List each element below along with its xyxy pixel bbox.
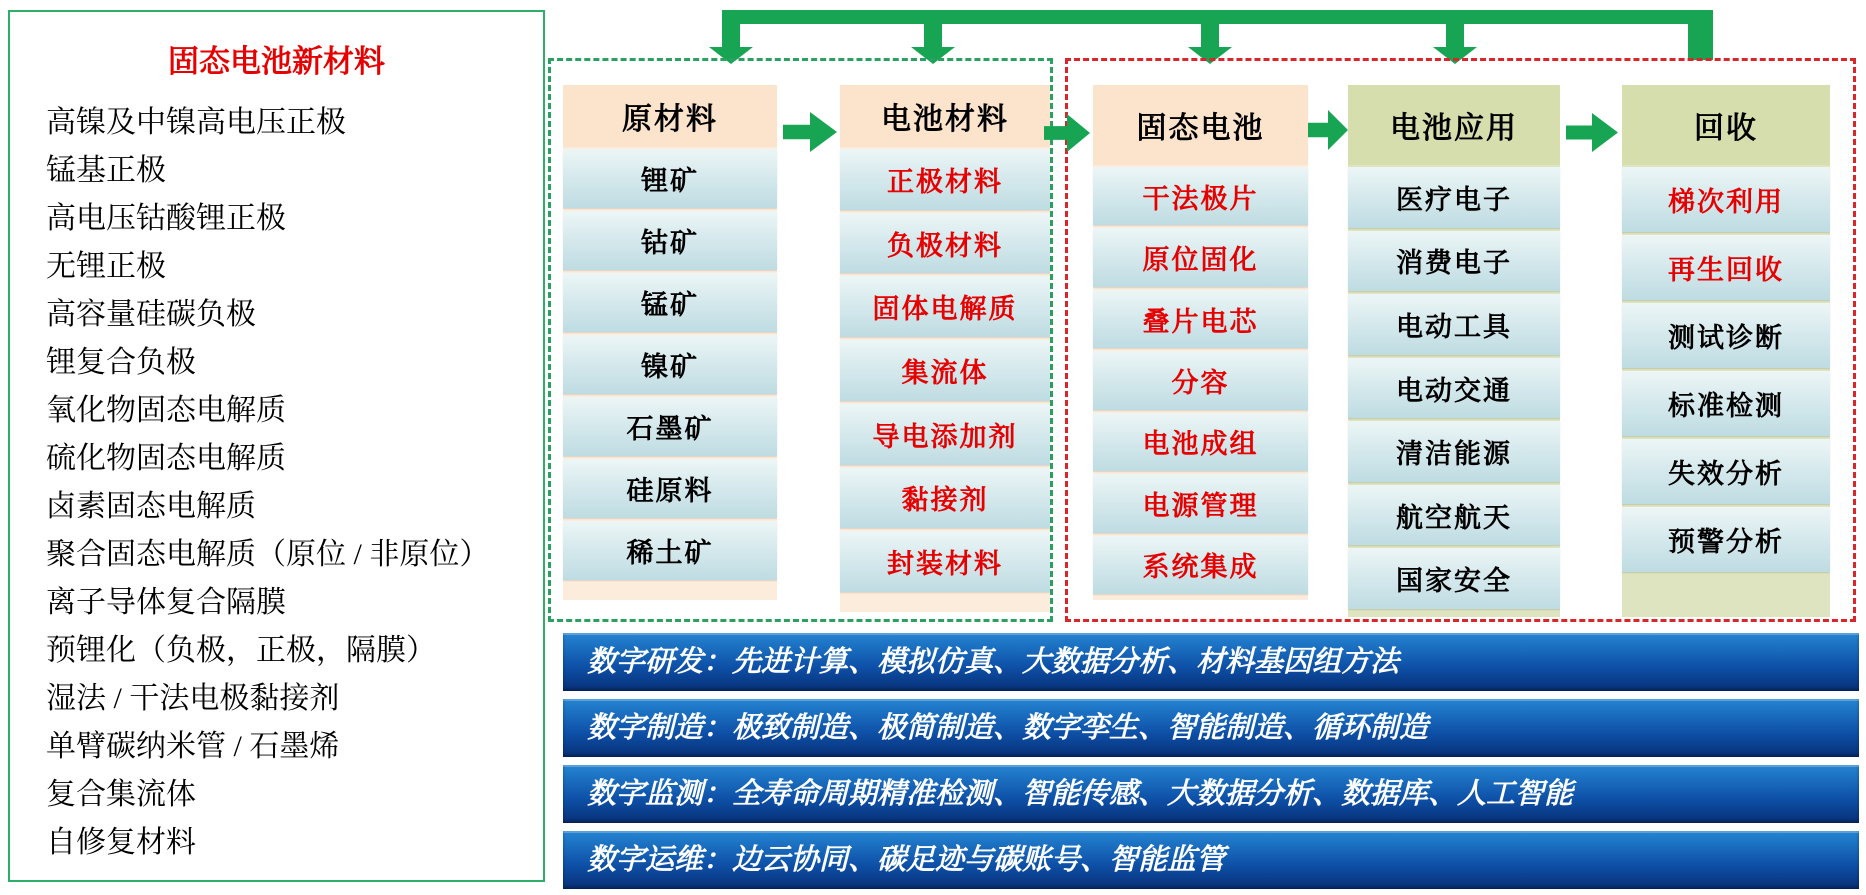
- column-cell: 原位固化: [1093, 228, 1308, 286]
- column-cell: 预警分析: [1622, 507, 1830, 572]
- column-cell: 系统集成: [1093, 536, 1308, 594]
- column-cell: 固体电解质: [840, 276, 1050, 337]
- new-materials-list: [10, 99, 543, 867]
- column-solid-state-battery: [1093, 85, 1308, 600]
- list-item: 卤素固态电解质: [46, 490, 256, 523]
- column-header: 电池材料: [840, 85, 1050, 147]
- new-materials-panel: [8, 10, 545, 882]
- list-item: 聚合固态电解质（原位 / 非原位）: [46, 538, 490, 571]
- column-cell: 航空航天: [1348, 485, 1560, 546]
- column-header: 电池应用: [1348, 85, 1560, 165]
- column-cell: 封装材料: [840, 531, 1050, 592]
- column-battery-materials: [840, 85, 1050, 612]
- column-cells: [840, 147, 1050, 592]
- column-cell: 钴矿: [563, 211, 777, 270]
- list-item: 高镍及中镍高电压正极: [46, 106, 346, 139]
- list-item: 单臂碳纳米管 / 石墨烯: [46, 730, 340, 763]
- list-item: 氧化物固态电解质: [46, 394, 286, 427]
- list-item: 锰基正极: [46, 154, 166, 187]
- column-cells: [1348, 165, 1560, 609]
- digital-bars: [563, 633, 1859, 889]
- column-cell: 国家安全: [1348, 548, 1560, 609]
- list-item: 硫化物固态电解质: [46, 442, 286, 475]
- column-cell: 黏接剂: [840, 468, 1050, 529]
- column-cell: 导电添加剂: [840, 404, 1050, 465]
- column-cell: 正极材料: [840, 149, 1050, 210]
- column-cell: 失效分析: [1622, 439, 1830, 504]
- column-cell: 消费电子: [1348, 231, 1560, 292]
- digital-bar: 数字制造：极致制造、极简制造、数字孪生、智能制造、循环制造: [563, 699, 1859, 757]
- list-item: 离子导体复合隔膜: [46, 586, 286, 619]
- column-cells: [563, 147, 777, 580]
- list-item: 自修复材料: [46, 826, 196, 859]
- feedback-bar: [722, 10, 1713, 24]
- digital-bar: 数字研发：先进计算、模拟仿真、大数据分析、材料基因组方法: [563, 633, 1859, 691]
- column-battery-applications: [1348, 85, 1560, 617]
- list-item: 预锂化（负极，正极，隔膜）: [46, 634, 436, 667]
- column-cell: 硅原料: [563, 459, 777, 518]
- column-cell: 测试诊断: [1622, 303, 1830, 368]
- feedback-arrow-icon: [722, 24, 740, 47]
- column-raw-materials: [563, 85, 777, 600]
- column-cell: 再生回收: [1622, 235, 1830, 300]
- column-cell: 镍矿: [563, 335, 777, 394]
- column-cell: 石墨矿: [563, 397, 777, 456]
- column-cell: 梯次利用: [1622, 167, 1830, 232]
- column-cell: 清洁能源: [1348, 421, 1560, 482]
- column-cell: 电动交通: [1348, 358, 1560, 419]
- list-item: 湿法 / 干法电极黏接剂: [46, 682, 340, 715]
- column-cells: [1093, 165, 1308, 594]
- digital-bar: 数字监测：全寿命周期精准检测、智能传感、大数据分析、数据库、人工智能: [563, 765, 1859, 823]
- column-cell: 负极材料: [840, 213, 1050, 274]
- column-cell: 叠片电芯: [1093, 290, 1308, 348]
- column-cell: 集流体: [840, 340, 1050, 401]
- column-cell: 稀土矿: [563, 521, 777, 580]
- feedback-source-connector: [1688, 24, 1713, 60]
- column-cell: 电源管理: [1093, 474, 1308, 532]
- column-cell: 分容: [1093, 351, 1308, 409]
- column-cell: 干法极片: [1093, 167, 1308, 225]
- feedback-arrow-icon: [1201, 24, 1219, 47]
- panel-title: 固态电池新材料: [168, 44, 385, 79]
- feedback-arrow-icon: [1446, 24, 1464, 47]
- feedback-arrow-icon: [924, 24, 942, 47]
- digital-bar: 数字运维：边云协同、碳足迹与碳账号、智能监管: [563, 831, 1859, 889]
- column-recycling: [1622, 85, 1830, 617]
- list-item: 复合集流体: [46, 778, 196, 811]
- list-item: 锂复合负极: [46, 346, 196, 379]
- column-cell: 医疗电子: [1348, 167, 1560, 228]
- list-item: 高容量硅碳负极: [46, 298, 256, 331]
- column-cell: 锰矿: [563, 273, 777, 332]
- column-cell: 锂矿: [563, 149, 777, 208]
- column-cell: 标准检测: [1622, 371, 1830, 436]
- column-cell: 电池成组: [1093, 413, 1308, 471]
- list-item: 无锂正极: [46, 250, 166, 283]
- column-cells: [1622, 165, 1830, 572]
- column-header: 原材料: [563, 85, 777, 147]
- column-header: 固态电池: [1093, 85, 1308, 165]
- column-cell: 电动工具: [1348, 294, 1560, 355]
- list-item: 高电压钴酸锂正极: [46, 202, 286, 235]
- column-header: 回收: [1622, 85, 1830, 165]
